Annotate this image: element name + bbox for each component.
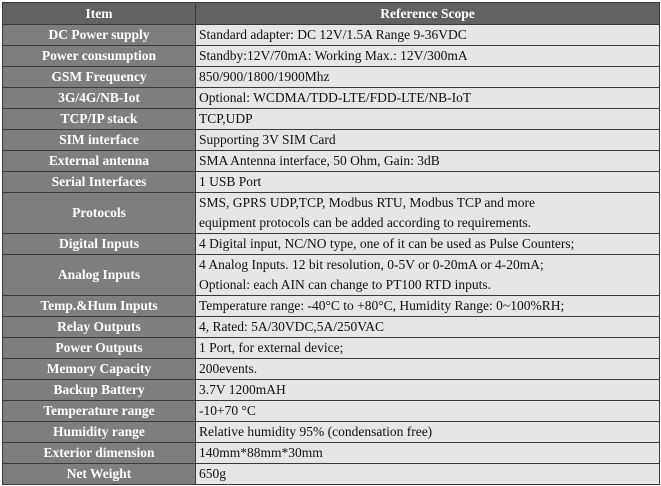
- scope-cell: [196, 88, 660, 109]
- scope-cell: [196, 234, 660, 255]
- item-cell: Power Outputs: [3, 338, 196, 359]
- table-row: [3, 443, 660, 464]
- scope-cell: [196, 109, 660, 130]
- scope-line: Standby:12V/70mA: Working Max.: 12V/300mA: [199, 48, 468, 63]
- scope-line: SMA Antenna interface, 50 Ohm, Gain: 3dB: [199, 153, 440, 168]
- scope-cell: [196, 359, 660, 380]
- table-row: [3, 130, 660, 151]
- table-row: [3, 317, 660, 338]
- item-cell: Serial Interfaces: [3, 172, 196, 193]
- scope-line: Temperature range: -40°C to +80°C, Humidity Range: 0~100%RH;: [199, 298, 565, 313]
- table-row: [3, 255, 660, 296]
- item-cell: Temperature range: [3, 401, 196, 422]
- table-row: [3, 234, 660, 255]
- scope-line: Standard adapter: DC 12V/1.5A Range 9-36VDC: [199, 27, 467, 42]
- item-cell: Memory Capacity: [3, 359, 196, 380]
- scope-cell: [196, 255, 660, 296]
- scope-line: 3.7V 1200mAH: [199, 382, 286, 397]
- scope-line: 4 Analog Inputs. 12 bit resolution, 0-5V or 0-20mA or 4-20mA;: [199, 257, 544, 272]
- scope-line: 4 Digital input, NC/NO type, one of it can be used as Pulse Counters;: [199, 236, 575, 251]
- item-cell: DC Power supply: [3, 25, 196, 46]
- scope-line: 200events.: [199, 361, 258, 376]
- scope-line: 4, Rated: 5A/30VDC,5A/250VAC: [199, 319, 385, 334]
- scope-cell: [196, 193, 660, 234]
- scope-cell: [196, 338, 660, 359]
- table-body: [3, 25, 660, 485]
- table-row: [3, 172, 660, 193]
- scope-cell: [196, 172, 660, 193]
- item-cell: Net Weight: [3, 464, 196, 485]
- header-reference-scope: Reference Scope: [196, 3, 660, 25]
- scope-cell: [196, 464, 660, 485]
- item-cell: Analog Inputs: [3, 255, 196, 296]
- scope-line: TCP,UDP: [199, 111, 253, 126]
- scope-line: 850/900/1800/1900Mhz: [199, 69, 330, 84]
- item-cell: 3G/4G/NB-Iot: [3, 88, 196, 109]
- scope-cell: [196, 401, 660, 422]
- scope-line: equipment protocols can be added according to requirements.: [199, 215, 532, 230]
- scope-cell: [196, 380, 660, 401]
- table-row: [3, 109, 660, 130]
- item-cell: Power consumption: [3, 46, 196, 67]
- scope-line: 140mm*88mm*30mm: [199, 445, 323, 460]
- scope-cell: [196, 296, 660, 317]
- table-row: [3, 151, 660, 172]
- table-row: [3, 422, 660, 443]
- item-cell: External antenna: [3, 151, 196, 172]
- table-header-row: [3, 3, 660, 25]
- table-row: [3, 296, 660, 317]
- item-cell: Backup Battery: [3, 380, 196, 401]
- scope-line: Optional: each AIN can change to PT100 RTD inputs.: [199, 277, 492, 292]
- scope-line: 1 USB Port: [199, 174, 262, 189]
- item-cell: Humidity range: [3, 422, 196, 443]
- scope-line: -10+70 °C: [199, 403, 256, 418]
- table-row: [3, 193, 660, 234]
- item-cell: GSM Frequency: [3, 67, 196, 88]
- scope-line: 650g: [199, 466, 226, 481]
- scope-cell: [196, 151, 660, 172]
- table-row: [3, 88, 660, 109]
- scope-cell: [196, 317, 660, 338]
- header-item: Item: [3, 3, 196, 25]
- scope-cell: [196, 67, 660, 88]
- scope-cell: [196, 422, 660, 443]
- item-cell: Relay Outputs: [3, 317, 196, 338]
- scope-cell: [196, 46, 660, 67]
- table-row: [3, 46, 660, 67]
- item-cell: Protocols: [3, 193, 196, 234]
- scope-line: SMS, GPRS UDP,TCP, Modbus RTU, Modbus TCP and more: [199, 195, 536, 210]
- table-row: [3, 401, 660, 422]
- table-row: [3, 380, 660, 401]
- item-cell: Temp.&Hum Inputs: [3, 296, 196, 317]
- item-cell: Exterior dimension: [3, 443, 196, 464]
- scope-line: Relative humidity 95% (condensation free): [199, 424, 433, 439]
- scope-line: 1 Port, for external device;: [199, 340, 344, 355]
- spec-table: [2, 2, 660, 485]
- table-row: [3, 67, 660, 88]
- scope-cell: [196, 443, 660, 464]
- scope-line: Optional: WCDMA/TDD-LTE/FDD-LTE/NB-IoT: [199, 90, 472, 105]
- table-row: [3, 25, 660, 46]
- table-row: [3, 464, 660, 485]
- table-row: [3, 359, 660, 380]
- item-cell: SIM interface: [3, 130, 196, 151]
- scope-line: Supporting 3V SIM Card: [199, 132, 336, 147]
- item-cell: TCP/IP stack: [3, 109, 196, 130]
- scope-cell: [196, 25, 660, 46]
- scope-cell: [196, 130, 660, 151]
- table-row: [3, 338, 660, 359]
- item-cell: Digital Inputs: [3, 234, 196, 255]
